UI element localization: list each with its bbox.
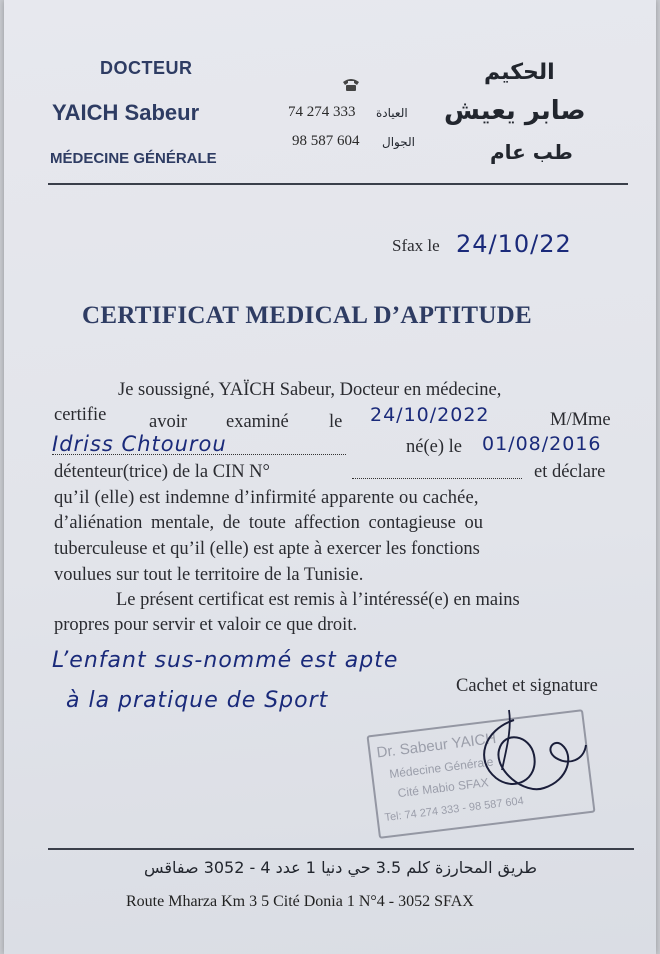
- header-divider: [48, 183, 628, 185]
- cert-line-2-le: le: [329, 412, 343, 432]
- cert-line-4-declare: et déclare: [534, 462, 606, 482]
- telephone-icon: [341, 76, 361, 97]
- cert-line-7: tuberculeuse et qu’il (elle) est apte à exercer les fonctions: [54, 539, 480, 559]
- handwritten-note-line-2: à la pratique de Sport: [66, 688, 329, 713]
- phone-cabinet-label: العيادة: [376, 106, 408, 120]
- footer-address-ar: طريق المحارزة كلم 3.5 حي دنيا 1 عدد 4 - 3052 صفاقس: [144, 858, 537, 877]
- specialty-fr: MÉDECINE GÉNÉRALE: [50, 150, 217, 167]
- phone-mobile-label: الجوال: [382, 135, 415, 149]
- cert-line-1: Je soussigné, YAÏCH Sabeur, Docteur en médecine,: [118, 380, 502, 400]
- patient-name-dotline: [52, 454, 346, 455]
- header-title-fr: DOCTEUR: [100, 58, 193, 78]
- patient-name-handwritten: Idriss Chtourou: [52, 432, 227, 456]
- stamp-line-2: Médecine Générale: [388, 754, 495, 782]
- document-title: CERTIFICAT MEDICAL D’APTITUDE: [82, 302, 533, 329]
- signature-label: Cachet et signature: [456, 676, 598, 696]
- header-title-ar: الحكيم: [484, 60, 555, 85]
- date-label: Sfax le: [392, 236, 440, 255]
- title-m-mme: M/Mme: [550, 410, 611, 430]
- footer-address-fr: Route Mharza Km 3 5 Cité Donia 1 N°4 - 3052 SFAX: [126, 893, 474, 910]
- cert-line-6: d’aliénation mentale, de toute affection contagieuse ou: [54, 513, 483, 533]
- cert-line-5: qu’il (elle) est indemne d’infirmité apparente ou cachée,: [54, 488, 479, 508]
- specialty-ar: طب عام: [490, 140, 573, 164]
- phone-cabinet: 74 274 333: [288, 104, 356, 120]
- cert-line-10: propres pour servir et valoir ce que droit.: [54, 615, 358, 635]
- cert-line-4-cin: détenteur(trice) de la CIN N°: [54, 462, 270, 482]
- doctor-name-fr: YAICH Sabeur: [52, 100, 200, 125]
- birth-date-handwritten: 01/08/2016: [482, 433, 602, 455]
- cert-line-2-examine: examiné: [226, 412, 289, 432]
- phone-mobile: 98 587 604: [292, 133, 360, 149]
- stamp-line-1: Dr. Sabeur YAICH: [375, 729, 498, 762]
- certificate-page: [4, 0, 656, 954]
- doctor-signature: [444, 700, 594, 800]
- date-value: 24/10/22: [456, 230, 572, 258]
- born-label: né(e) le: [406, 437, 462, 457]
- cert-line-8: voulues sur tout le territoire de la Tunisie.: [54, 565, 364, 585]
- cert-line-9: Le présent certificat est remis à l’intéressé(e) en mains: [116, 590, 520, 610]
- exam-date-handwritten: 24/10/2022: [370, 404, 490, 426]
- doctor-name-ar: صابر يعيش: [444, 96, 586, 126]
- handwritten-note-line-1: L’enfant sus-nommé est apte: [52, 648, 399, 673]
- cert-line-2-avoir: avoir: [149, 412, 188, 432]
- cert-line-2-certifie: certifie: [54, 405, 107, 425]
- cin-dotline: [352, 478, 522, 479]
- stamp-line-3: Cité Mabio SFAX: [396, 775, 490, 801]
- stamp-line-4: Tel: 74 274 333 - 98 587 604: [383, 795, 525, 825]
- footer-divider: [48, 848, 634, 850]
